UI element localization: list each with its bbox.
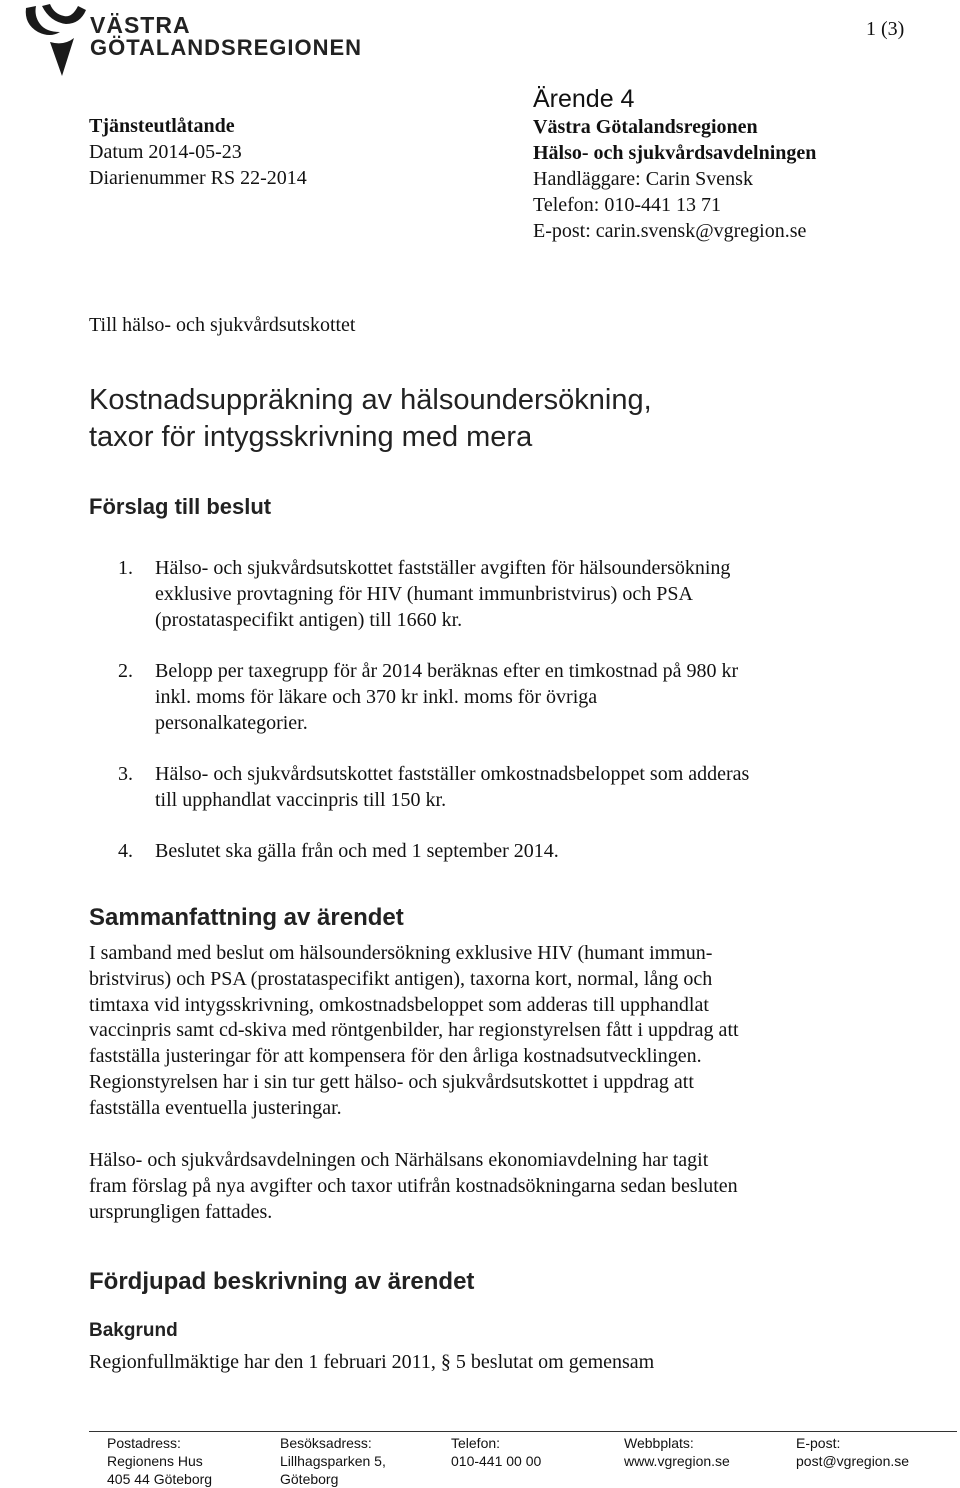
- item-number: 3.: [118, 763, 133, 785]
- list-item: [118, 761, 878, 813]
- vgr-logo: [20, 2, 380, 82]
- footer-web: [624, 1434, 730, 1470]
- footer-divider: [89, 1431, 957, 1432]
- para-line: fastställa justeringar för att kompensera för den årliga kostnadsutvecklingen.: [89, 1045, 702, 1068]
- footer-value: Göteborg: [280, 1471, 339, 1487]
- para-line: fastställa eventuella justeringar.: [89, 1096, 342, 1119]
- item-number: 1.: [118, 557, 133, 579]
- item-line: (prostataspecifikt antigen) till 1660 kr.: [155, 609, 463, 631]
- doc-date: Datum 2014-05-23: [89, 141, 242, 163]
- logo-line-1: VÄSTRA: [90, 12, 191, 38]
- summary-paragraph-2: [89, 1148, 849, 1225]
- item-line: Hälso- och sjukvårdsutskottet fastställer omkostnadsbeloppet som adderas: [155, 763, 750, 785]
- handler: Handläggare: Carin Svensk: [533, 168, 753, 190]
- footer-value: 405 44 Göteborg: [107, 1471, 213, 1487]
- footer-visit: [280, 1434, 386, 1488]
- item-line: till upphandlat vaccinpris till 150 kr.: [155, 789, 447, 811]
- email: E-post: carin.svensk@vgregion.se: [533, 220, 807, 242]
- list-item: [118, 555, 878, 633]
- list-item: [118, 658, 878, 736]
- detail-heading: Fördjupad beskrivning av ärendet: [89, 1268, 475, 1295]
- footer-value: Regionens Hus: [107, 1453, 203, 1469]
- item-line: exklusive provtagning för HIV (humant immunbristvirus) och PSA: [155, 583, 693, 605]
- footer-value: post@vgregion.se: [796, 1453, 910, 1469]
- item-line: Beslutet ska gälla från och med 1 september 2014.: [155, 840, 559, 862]
- summary-heading: Sammanfattning av ärendet: [89, 904, 404, 931]
- footer-label: Besöksadress:: [280, 1435, 372, 1451]
- list-item: [118, 838, 878, 864]
- item-line: personalkategorier.: [155, 712, 308, 734]
- footer-email: [796, 1434, 909, 1470]
- background-subheading: Bakgrund: [89, 1320, 178, 1341]
- proposal-heading: Förslag till beslut: [89, 494, 272, 519]
- footer-value: www.vgregion.se: [624, 1453, 730, 1469]
- footer-label: Postadress:: [107, 1435, 181, 1451]
- background-paragraph: [89, 1350, 849, 1376]
- arende-label: Ärende 4: [533, 85, 635, 113]
- item-number: 4.: [118, 840, 133, 862]
- para-line: vaccinpris samt cd-skiva med röntgenbilder, har regionstyrelsen fått i uppdrag att: [89, 1019, 739, 1042]
- diary-number: Diarienummer RS 22-2014: [89, 167, 307, 189]
- footer-value: 010-441 00 00: [451, 1453, 542, 1469]
- org-name: Västra Götalandsregionen: [533, 116, 758, 138]
- footer-value: Lillhagsparken 5,: [280, 1453, 386, 1469]
- addressee: Till hälso- och sjukvårdsutskottet: [89, 314, 356, 336]
- page-number: 1 (3): [866, 18, 905, 40]
- para-line: Regionstyrelsen har i sin tur gett hälso- och sjukvårdsutskottet i uppdrag att: [89, 1070, 694, 1093]
- item-line: Hälso- och sjukvårdsutskottet fastställer avgiften för hälsoundersökning: [155, 557, 731, 579]
- footer-label: Webbplats:: [624, 1435, 694, 1451]
- title-line: taxor för intygsskrivning med mera: [89, 421, 533, 453]
- footer-phone: [451, 1434, 541, 1470]
- para-line: Hälso- och sjukvårdsavdelningen och Närhälsans ekonomiavdelning har tagit: [89, 1149, 709, 1171]
- vgr-emblem-icon: [20, 2, 90, 82]
- footer-label: Telefon:: [451, 1435, 501, 1451]
- para-line: bristvirus) och PSA (prostataspecifikt antigen), taxorna kort, normal, lång och: [89, 967, 713, 990]
- summary-paragraph-1: [89, 941, 849, 1122]
- decision-list: [118, 555, 878, 889]
- item-line: Belopp per taxegrupp för år 2014 beräknas efter en timkostnad på 980 kr: [155, 660, 739, 682]
- phone: Telefon: 010-441 13 71: [533, 194, 722, 216]
- item-number: 2.: [118, 660, 133, 682]
- footer-postal: [107, 1434, 212, 1488]
- para-line: timtaxa vid intygsskrivning, omkostnadsbeloppet som adderas till upphandlat: [89, 993, 709, 1016]
- para-line: ursprungligen fattades.: [89, 1200, 273, 1223]
- doc-type: Tjänsteutlåtande: [89, 115, 235, 137]
- para-line: Regionfullmäktige har den 1 februari 2011, § 5 beslutat om gemensam: [89, 1351, 655, 1373]
- para-line: fram förslag på nya avgifter och taxor utifrån kostnadsökningarna sedan besluten: [89, 1174, 738, 1197]
- item-line: inkl. moms för läkare och 370 kr inkl. moms för övriga: [155, 686, 598, 708]
- meta-left: [89, 113, 307, 191]
- footer-label: E-post:: [796, 1435, 841, 1451]
- meta-right: [533, 84, 816, 244]
- logo-line-2: GÖTALANDSREGIONEN: [90, 35, 363, 60]
- para-line: I samband med beslut om hälsoundersökning exklusive HIV (humant immun-: [89, 942, 713, 964]
- title-line: Kostnadsuppräkning av hälsoundersökning,: [89, 384, 652, 416]
- dept-name: Hälso- och sjukvårdsavdelningen: [533, 142, 817, 164]
- document-title: [89, 382, 652, 456]
